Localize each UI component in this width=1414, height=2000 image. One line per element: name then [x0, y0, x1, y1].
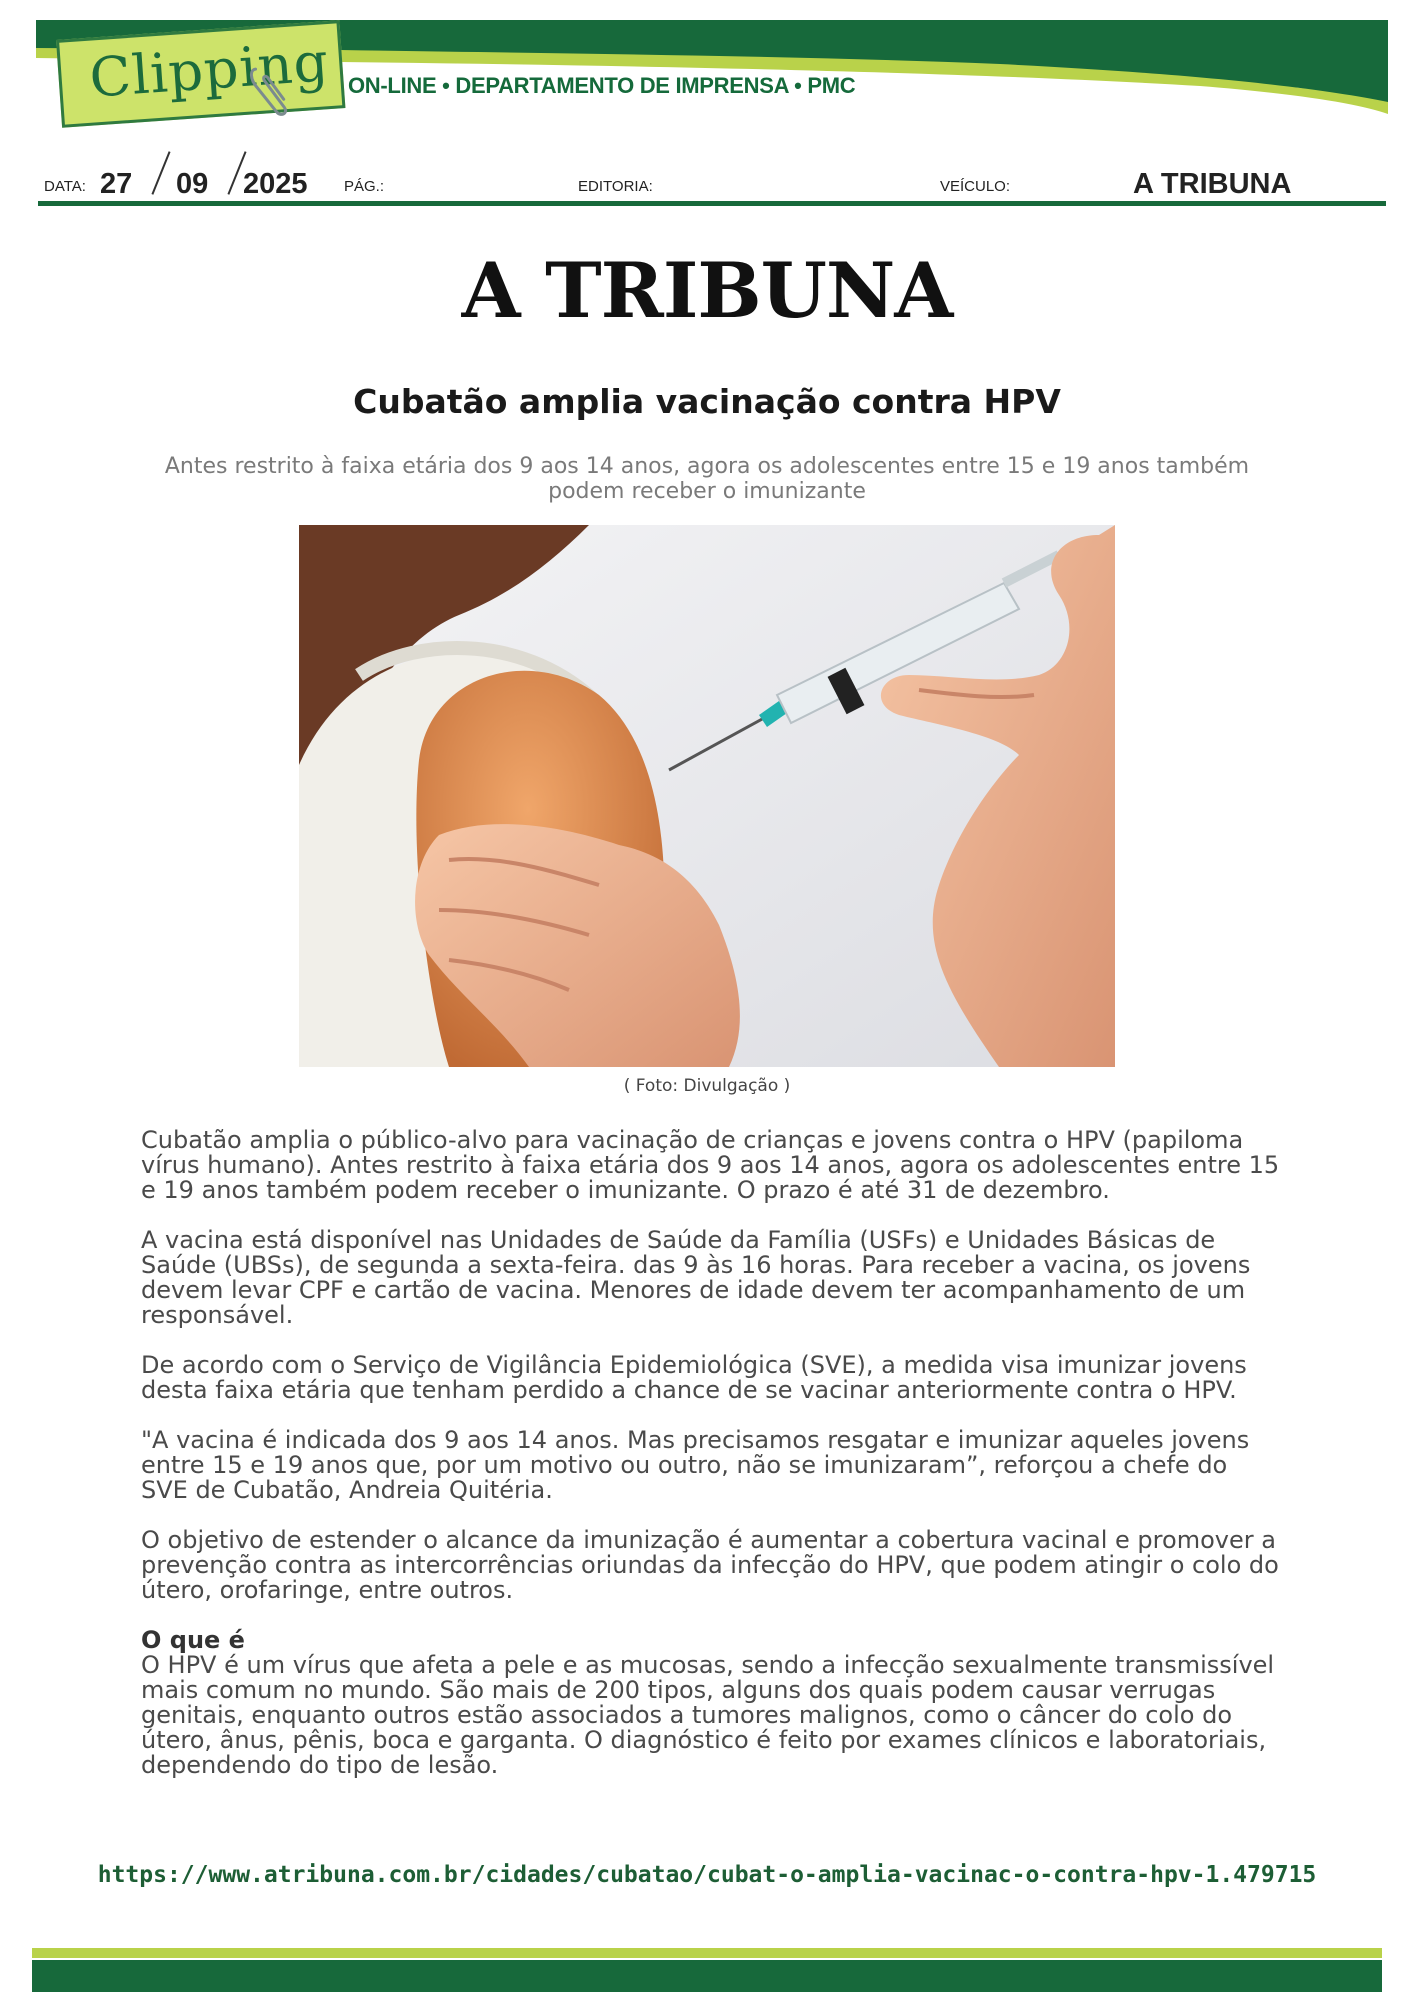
article-paragraph: De acordo com o Serviço de Vigilância Epidemiológica (SVE), a medida visa imunizar jovens desta faixa etária que tenham perdido a chance de se vacinar anteriormente contra o HPV. [141, 1351, 1247, 1404]
editoria-label: EDITORIA: [578, 178, 653, 195]
vehicle-label: VEÍCULO: [940, 178, 1011, 195]
meta-divider [38, 201, 1386, 206]
article-subhead: Antes restrito à faixa etária dos 9 aos 14 anos, agora os adolescentes entre 15 e 19 anos também podem receber o imunizante [164, 454, 1250, 504]
source-url-link[interactable]: https://www.atribuna.com.br/cidades/cubatao/cubat-o-amplia-vacinac-o-contra-hpv-1.479715 [97, 1862, 1317, 1888]
section-title: O que é [141, 1626, 245, 1654]
section-text: O HPV é um vírus que afeta a pele e as mucosas, sendo a infecção sexualmente transmissível mais comum no mundo. São mais de 200 tipos, alguns dos quais podem causar verrugas genitais, enquanto outros estão associados a tumores malignos, como o câncer do colo do útero, ânus, pênis, boca e garganta. O diagnóstico é feito por exames clínicos e laboratoriais, dependendo do tipo de lesão. [141, 1651, 1275, 1779]
article-paragraph: "A vacina é indicada dos 9 aos 14 anos. Mas precisamos resgatar e imunizar aqueles jovens entre 15 e 19 anos que, por um motivo ou outro, não se imunizaram”, reforçou a chefe do SVE de Cubatão, Andreia Quitéria. [141, 1426, 1250, 1504]
section-what-is [141, 1628, 1281, 1778]
date-year: 2025 [243, 168, 308, 200]
article-paragraph: A vacina está disponível nas Unidades de Saúde da Família (USFs) e Unidades Básicas de Saúde (UBSs), de segunda a sexta-feira. das 9 às 16 horas. Para receber a vacina, os jovens devem levar CPF e cartão de vacina. Menores de idade devem ter acompanhamento de um responsável. [141, 1226, 1251, 1329]
page-label: PÁG.: [344, 178, 385, 195]
department-line: ON-LINE • DEPARTAMENTO DE IMPRENSA • PMC [348, 73, 856, 98]
paperclip-icon [247, 63, 291, 126]
date-day: 27 [100, 168, 133, 200]
photo-caption: ( Foto: Divulgação ) [623, 1076, 791, 1096]
vehicle-value: A TRIBUNA [1133, 168, 1292, 200]
footer-green-bar [32, 1960, 1382, 1992]
vaccination-photo [299, 525, 1115, 1067]
newspaper-masthead: A TRIBUNA [461, 246, 953, 335]
article-paragraph: O objetivo de estender o alcance da imunização é aumentar a cobertura vacinal e promover a prevenção contra as intercorrências oriundas da infecção do HPV, que podem atingir o colo do útero, orofaringe, entre outros. [141, 1526, 1279, 1604]
article-headline: Cubatão amplia vacinação contra HPV [353, 382, 1061, 421]
clipping-label: Clipping [87, 30, 331, 110]
date-label: DATA: [44, 178, 86, 195]
footer-lime-bar [32, 1948, 1382, 1958]
date-separator [151, 151, 170, 194]
article-paragraph: Cubatão amplia o público-alvo para vacinação de crianças e jovens contra o HPV (papiloma vírus humano). Antes restrito à faixa etária dos 9 aos 14 anos, agora os adolescentes entre 15 e 19 anos também podem receber o imunizante. O prazo é até 31 de dezembro. [141, 1126, 1280, 1204]
date-month: 09 [176, 168, 209, 200]
